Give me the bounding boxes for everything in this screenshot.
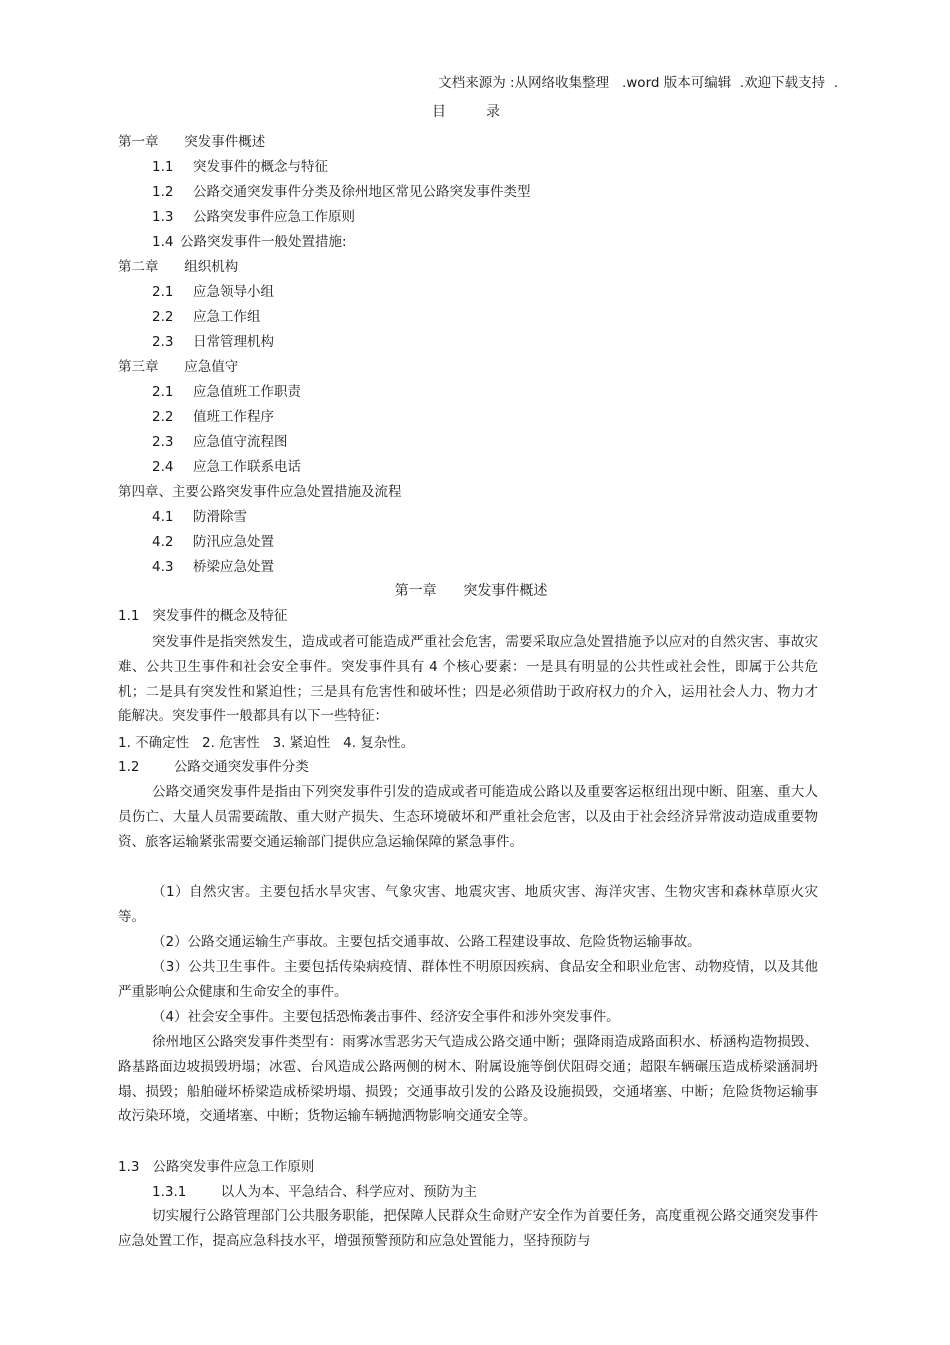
toc-section-entry: [152, 532, 274, 552]
section-heading-1-1: 1.1 突发事件的概念及特征: [118, 608, 288, 624]
toc-section-entry: [152, 232, 347, 252]
toc-section-number: 4.2: [152, 534, 174, 550]
toc-entry-label: 公路突发事件一般处置措施:: [180, 234, 347, 250]
paragraph-1: 突发事件是指突然发生，造成或者可能造成严重社会危害，需要采取应急处置措施予以应对的自然灾害、事故灾难、公共卫生事件和社会安全事件。突发事件具有 4 个核心要素：一是具有明显的公共性或社会性，即属于公共危机；二是具有突发性和紧迫性；三是具有危害性和破坏性；四是必须借助于政府权力的介入，运用社会人力、物力才能解决。突发事件一般都具有以下一些特征：: [118, 634, 818, 725]
paragraph-1-features: 1. 不确定性 2. 危害性 3. 紧迫性 4. 复杂性。: [118, 735, 415, 751]
toc-section-number: 4.3: [152, 559, 174, 575]
paragraph-8: 切实履行公路管理部门公共服务职能，把保障人民群众生命财产安全作为首要任务，高度重视公路交通突发事件应急处置工作，提高应急科技水平，增强预警预防和应急处置能力，坚持预防与: [118, 1208, 818, 1249]
toc-entry-label: 第二章 组织机构: [118, 259, 239, 275]
toc-chapter-entry: [118, 357, 238, 377]
toc-entry-label: 突发事件的概念与特征: [193, 159, 328, 175]
toc-section-entry: [152, 157, 328, 177]
toc-section-number: 1.3: [152, 209, 174, 225]
toc-section-entry: [152, 207, 355, 227]
paragraph-5: （3）公共卫生事件。主要包括传染病疫情、群体性不明原因疾病、食品安全和职业危害、动物疫情，以及其他严重影响公众健康和生命安全的事件。: [118, 959, 818, 1000]
toc-section-entry: [152, 507, 247, 527]
source-header: 文档来源为 :从网络收集整理 .word 版本可编辑 .欢迎下载支持 .: [438, 75, 838, 91]
toc-section-entry: [152, 332, 274, 352]
paragraph-4: （2）公路交通运输生产事故。主要包括交通事故、公路工程建设事故、危险货物运输事故。: [152, 934, 701, 950]
toc-section-number: 2.1: [152, 284, 174, 300]
toc-entry-label: 公路交通突发事件分类及徐州地区常见公路突发事件类型: [193, 184, 531, 200]
paragraph-6: （4）社会安全事件。主要包括恐怖袭击事件、经济安全事件和涉外突发事件。: [152, 1009, 620, 1025]
toc-section-entry: [152, 407, 274, 427]
section-heading-1-3-1: 1.3.1 以人为本、平急结合、科学应对、预防为主: [152, 1184, 478, 1200]
toc-entry-label: 第三章 应急值守: [118, 359, 239, 375]
toc-chapter-entry: [118, 257, 238, 277]
toc-section-number: 2.4: [152, 459, 174, 475]
section-heading-1-2: 1.2 公路交通突发事件分类: [118, 759, 309, 775]
toc-chapter-entry: [118, 132, 265, 152]
toc-chapter-entry: [118, 482, 402, 502]
toc-section-entry: [152, 432, 288, 452]
toc-section-entry: [152, 382, 301, 402]
toc-section-number: 2.2: [152, 409, 174, 425]
toc-section-number: 1.4: [152, 234, 174, 250]
section-heading-1-3: 1.3 公路突发事件应急工作原则: [118, 1159, 315, 1175]
toc-entry-label: 值班工作程序: [193, 409, 274, 425]
toc-section-number: 2.3: [152, 434, 174, 450]
toc-section-number: 4.1: [152, 509, 174, 525]
toc-entry-label: 应急工作联系电话: [193, 459, 301, 475]
chapter-title: 第一章 突发事件概述: [394, 583, 548, 599]
toc-entry-label: 防滑除雪: [193, 509, 247, 525]
toc-title: 目录: [432, 104, 540, 120]
paragraph-2: 公路交通突发事件是指由下列突发事件引发的造成或者可能造成公路以及重要客运枢纽出现中断、阻塞、重大人员伤亡、大量人员需要疏散、重大财产损失、生态环境破坏和严重社会危害，以及由于社会经济异常波动造成重要物资、旅客运输紧张需要交通运输部门提供应急运输保障的紧急事件。: [118, 784, 818, 850]
toc-entry-label: 日常管理机构: [193, 334, 274, 350]
toc-entry-label: 应急领导小组: [193, 284, 274, 300]
toc-section-number: 2.3: [152, 334, 174, 350]
toc-section-entry: [152, 457, 301, 477]
toc-section-number: 1.2: [152, 184, 174, 200]
toc-entry-label: 第一章 突发事件概述: [118, 134, 266, 150]
toc-section-entry: [152, 282, 274, 302]
toc-section-number: 1.1: [152, 159, 174, 175]
toc-entry-label: 应急值守流程图: [193, 434, 288, 450]
toc-section-number: 2.2: [152, 309, 174, 325]
toc-entry-label: 防汛应急处置: [193, 534, 274, 550]
toc-section-entry: [152, 182, 531, 202]
toc-entry-label: 应急值班工作职责: [193, 384, 301, 400]
toc-entry-label: 第四章、主要公路突发事件应急处置措施及流程: [118, 484, 402, 500]
paragraph-7: 徐州地区公路突发事件类型有：雨雾冰雪恶劣天气造成公路交通中断；强降雨造成路面积水、桥涵构造物损毁、路基路面边坡损毁坍塌；冰雹、台风造成公路两侧的树木、附属设施等倒伏阻碍交通；超限车辆碾压造成桥梁涵洞坍塌、损毁；船舶碰坏桥梁造成桥梁坍塌、损毁；交通事故引发的公路及设施损毁，交通堵塞、中断；危险货物运输事故污染环境，交通堵塞、中断；货物运输车辆抛洒物影响交通安全等。: [118, 1034, 818, 1125]
toc-section-entry: [152, 307, 261, 327]
paragraph-3: （1）自然灾害。主要包括水旱灾害、气象灾害、地震灾害、地质灾害、海洋灾害、生物灾害和森林草原火灾等。: [118, 884, 818, 925]
toc-section-entry: [152, 557, 274, 577]
toc-section-number: 2.1: [152, 384, 174, 400]
toc-entry-label: 公路突发事件应急工作原则: [193, 209, 355, 225]
toc-entry-label: 应急工作组: [193, 309, 261, 325]
toc-entry-label: 桥梁应急处置: [193, 559, 274, 575]
